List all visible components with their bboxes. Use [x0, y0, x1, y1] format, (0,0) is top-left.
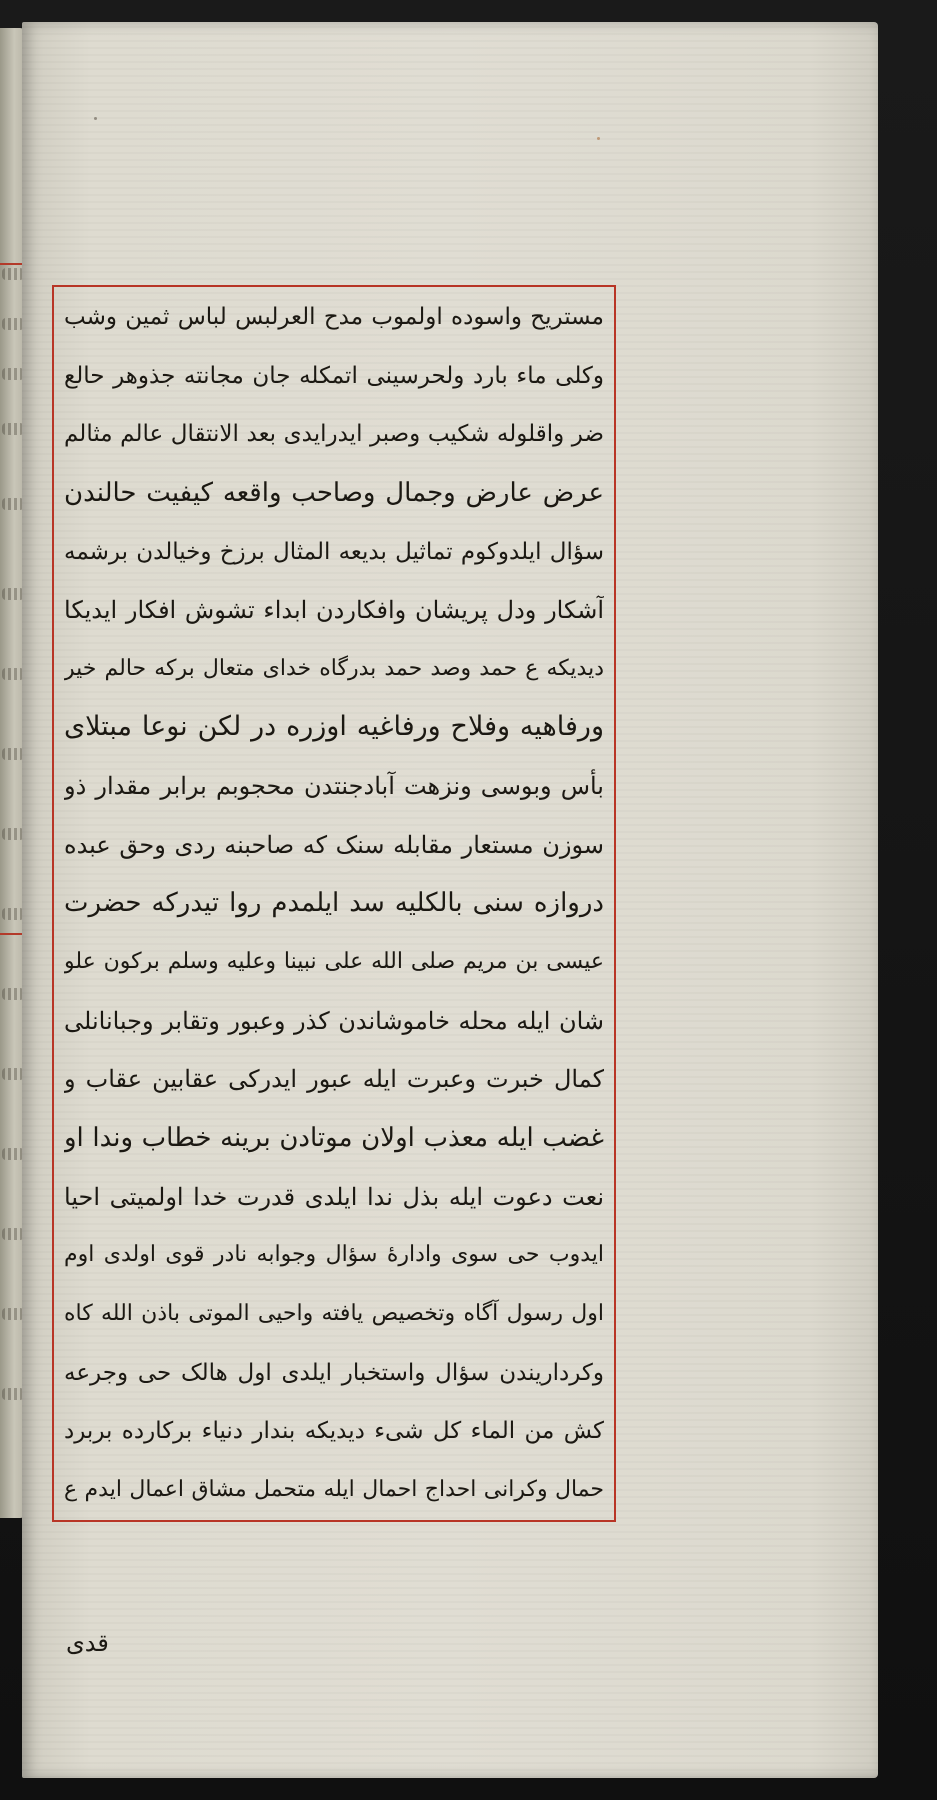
text-line: کمال خبرت وعبرت ایله عبور ایدرکی عقابین عقاب و	[64, 1065, 604, 1094]
text-block	[64, 297, 604, 1510]
text-line: بأس وبوسی ونزهت آبادجنتدن محجوبم برابر مقدار ذو	[64, 772, 604, 801]
text-line: غضب ایله معذب اولان موتادن برینه خطاب وندا او	[64, 1122, 604, 1153]
manuscript-folio	[22, 22, 878, 1778]
ink-speck	[597, 137, 600, 140]
text-line: نعت دعوت ایله بذل ندا ایلدی قدرت خدا اولمیتی احیا	[64, 1182, 604, 1211]
text-line: کش من الماء کل شیء دیدیکه بندار دنیاء برکارده بربرد	[64, 1418, 604, 1445]
text-line: عیسی بن مریم صلی الله علی نبینا وعلیه وسلم برکون علو	[64, 949, 604, 975]
text-line: دروازه سنی بالکلیه سد ایلمدم روا تیدرکه حضرت	[64, 888, 604, 919]
text-line: شان ایله محله خاموشاندن کذر وعبور وتقابر وجبانانلی	[64, 1006, 604, 1035]
text-line: دیدیکه ع حمد وصد حمد بدرگاه خدای متعال برکه حالم خیر	[64, 655, 604, 681]
text-line: ضر واقلوله شکیب وصبر ایدرایدی بعد الانتقال عالم مثالم	[64, 421, 604, 448]
text-line: ایدوب حی سوی وادارهٔ سؤال وجوابه نادر قوی اولدی اوم	[64, 1242, 604, 1268]
text-line: اول رسول آگاه وتخصیص یافته واحیی الموتی باذن الله کاه	[64, 1300, 604, 1326]
text-line: مستریح واسوده اولموب مدح العرلبس لباس ثمین وشب	[64, 304, 604, 330]
text-line: ورفاهیه وفلاح ورفاغیه اوزره در لکن نوعا مبتلای	[64, 711, 604, 743]
text-line: آشکار ودل پریشان وافکاردن ابداء تشوش افکار ایدیکا	[64, 596, 604, 625]
text-line: سوزن مستعار مقابله سنک که صاحبنه ردی وحق عبده	[64, 830, 604, 859]
text-line: سؤال ایلدوکوم تماثیل بدیعه المثال برزخ وخیالدن برشمه	[64, 538, 604, 565]
text-line: وکلی ماء بارد ولحرسینی اتمکله جان مجانته جذوهر حالع	[64, 362, 604, 389]
catchword: قدی	[66, 1629, 109, 1657]
text-line: حمال وکرانی احداج احمال ایله متحمل مشاق اعمال ایدم ع	[64, 1476, 604, 1502]
ink-speck	[94, 117, 97, 120]
text-line: وکرداریندن سؤال واستخبار ایلدی اول هالک حی وجرعه	[64, 1359, 604, 1386]
text-line: عرض عارض وجمال وصاحب واقعه کیفیت حالندن	[64, 477, 604, 508]
ruled-text-frame	[52, 285, 616, 1522]
